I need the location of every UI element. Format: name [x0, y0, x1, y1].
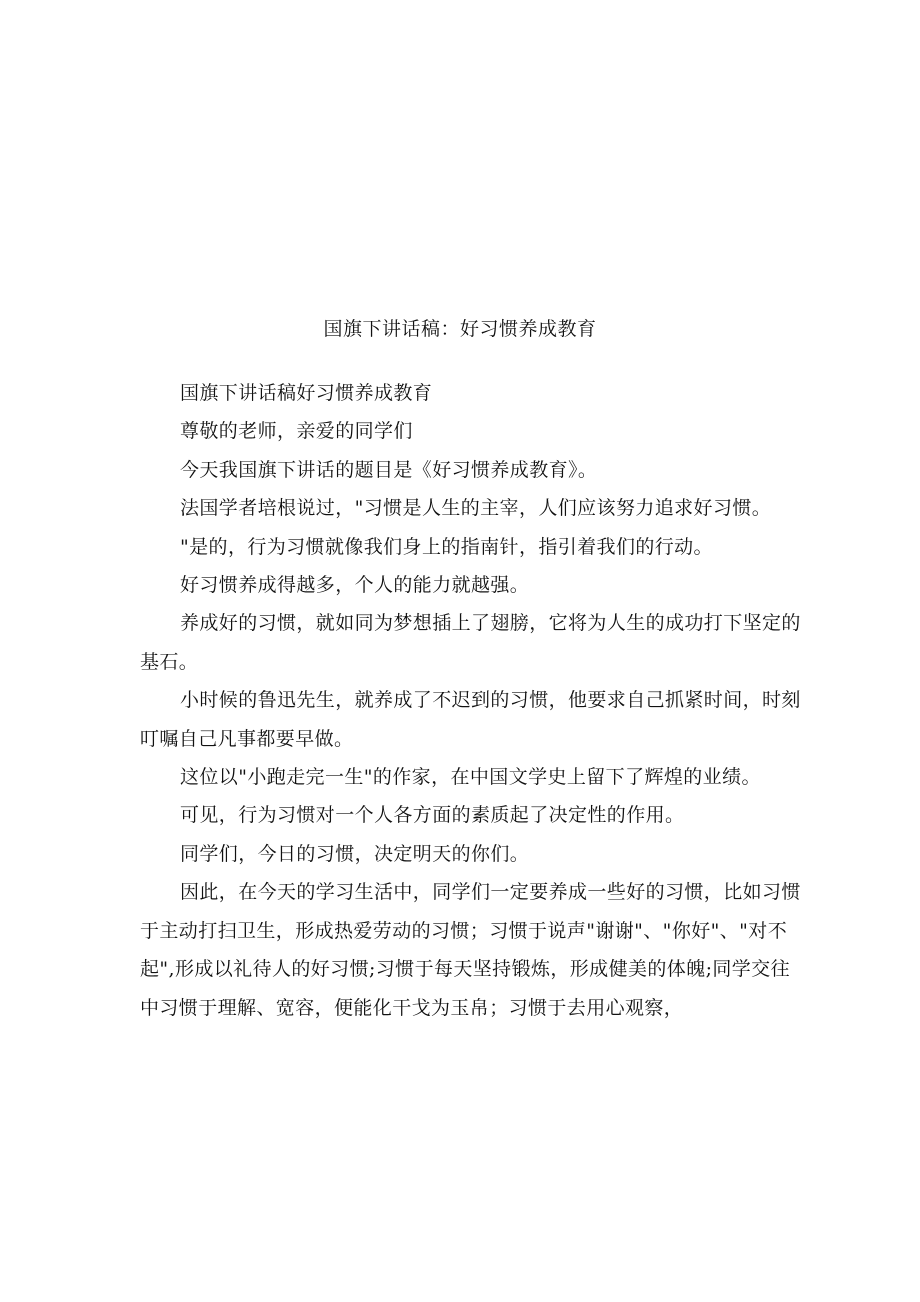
paragraph: 今天我国旗下讲话的题目是《好习惯养成教育》。	[180, 458, 598, 481]
paragraph: 法国学者培根说过，"习惯是人生的主宰，人们应该努力追求好习惯。	[180, 497, 772, 520]
paragraph: 养成好的习惯，就如同为梦想插上了翅膀，它将为人生的成功打下坚定的基石。	[140, 612, 801, 673]
paragraph: 因此，在今天的学习生活中，同学们一定要养成一些好的习惯，比如习惯于主动打扫卫生，形成热爱劳动的习惯；习惯于说声"谢谢"、"你好"、"对不起",形成以礼待人的好习惯;习惯于每天坚持锻炼，形成健美的体魄;同学交往中习惯于理解、宽容，便能化干戈为玉帛；习惯于去用心观察，	[140, 881, 801, 1019]
document-body	[140, 374, 802, 1027]
paragraph-salutation: 尊敬的老师，亲爱的同学们	[180, 420, 413, 443]
paragraph: 好习惯养成得越多，个人的能力就越强。	[180, 574, 530, 597]
paragraph: 这位以"小跑走完一生"的作家，在中国文学史上留下了辉煌的业绩。	[180, 766, 761, 789]
paragraph: 同学们，今日的习惯，决定明天的你们。	[180, 842, 530, 865]
paragraph: "是的，行为习惯就像我们身上的指南针，指引着我们的行动。	[180, 535, 713, 558]
paragraph: 可见，行为习惯对一个人各方面的素质起了决定性的作用。	[180, 804, 685, 827]
document-title: 国旗下讲话稿：好习惯养成教育	[323, 318, 597, 340]
paragraph: 小时候的鲁迅先生，就养成了不迟到的习惯，他要求自己抓紧时间，时刻叮嘱自己凡事都要早做。	[140, 689, 801, 750]
paragraph-heading: 国旗下讲话稿好习惯养成教育	[180, 382, 433, 404]
